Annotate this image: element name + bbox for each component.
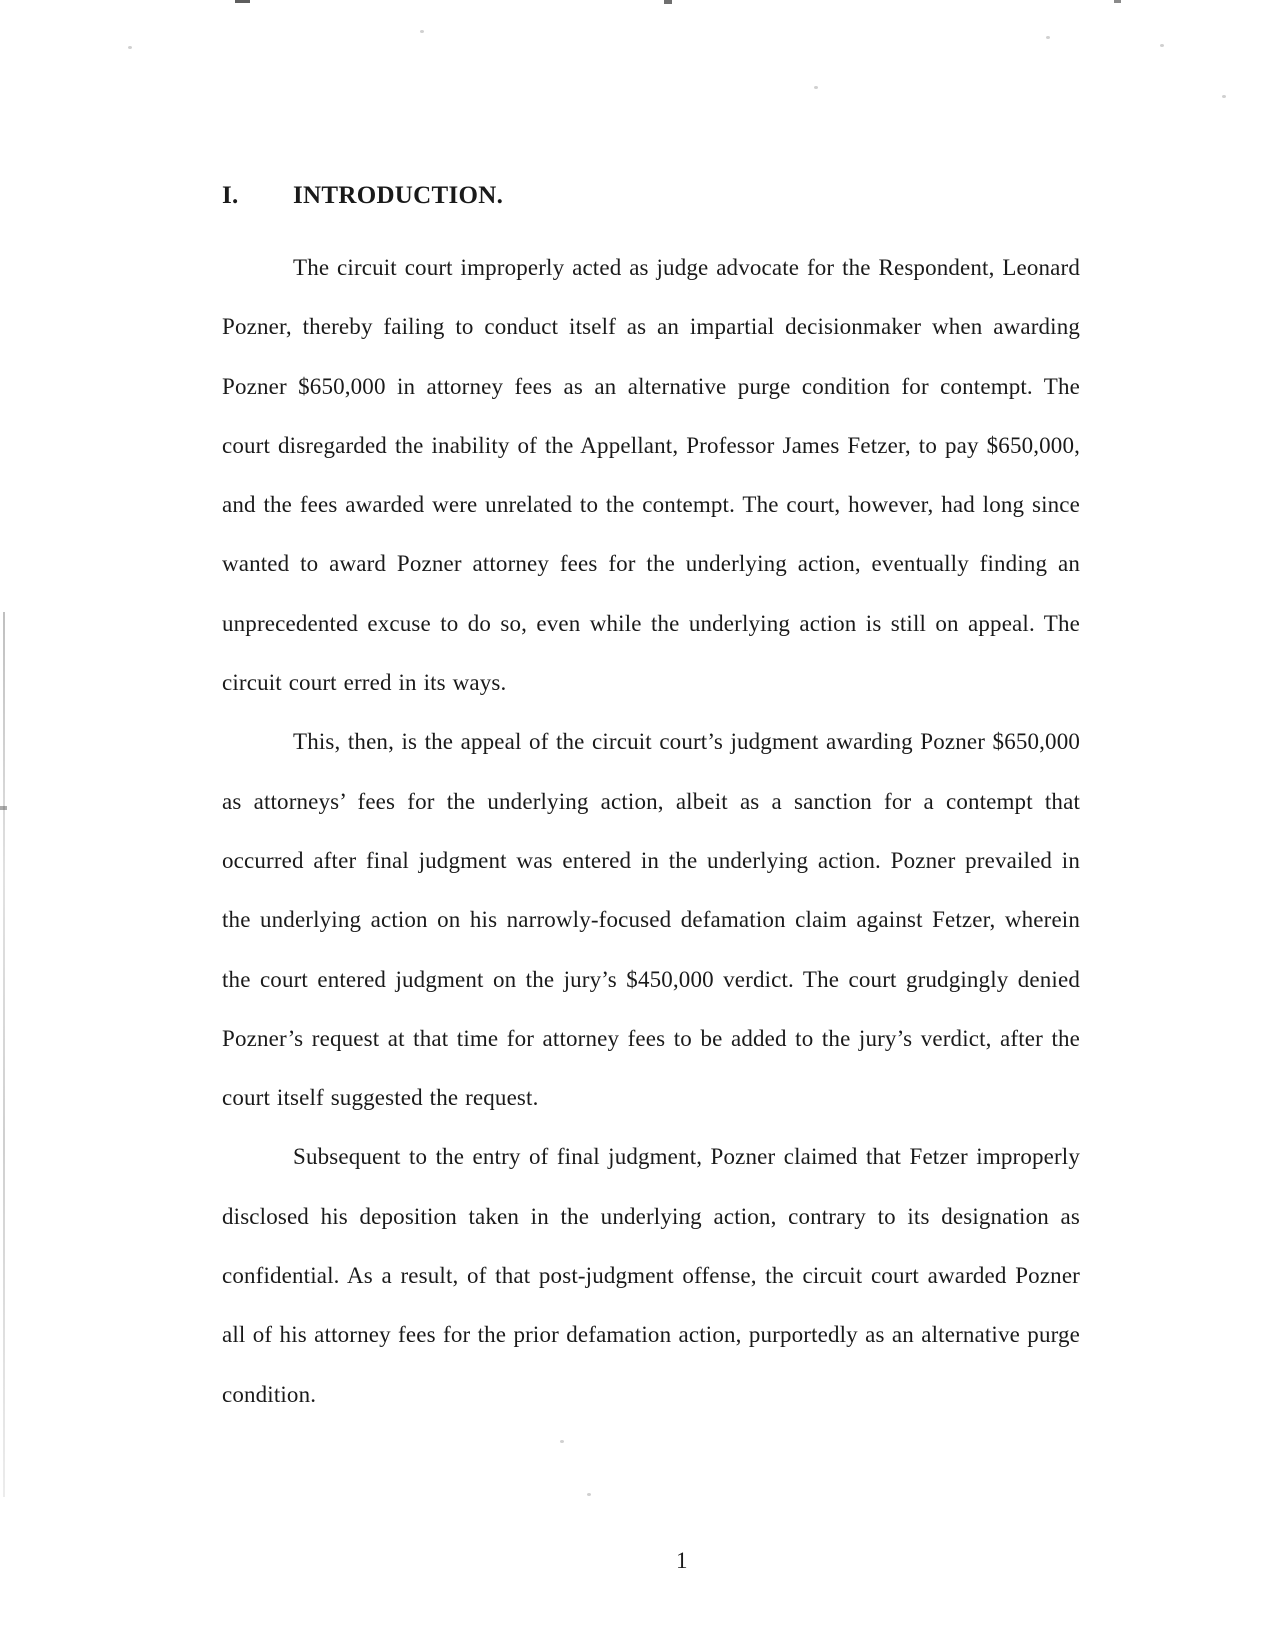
- scan-speck: [560, 1440, 564, 1443]
- section-heading: [222, 178, 1080, 214]
- document-body: [222, 178, 1080, 1424]
- top-edge-scan-dash: [1114, 0, 1121, 3]
- scan-speck: [1160, 44, 1164, 47]
- paragraph-2: This, then, is the appeal of the circuit court’s judgment awarding Pozner $650,000 as attorneys’ fees for the underlying action, albeit as a sanction for a contempt that occurred after final judgment was entered in the underlying action. Pozner prevailed in the underlying action on his narrowly-focused defamation claim against Fetzer, wherein the court entered judgment on the jury’s $450,000 verdict. The court grudgingly denied Pozner’s request at that time for attorney fees to be added to the jury’s verdict, after the court itself suggested the request.: [222, 729, 1080, 1111]
- top-edge-scan-dash: [235, 0, 250, 3]
- scan-speck: [128, 46, 132, 49]
- section-heading-numeral: I.: [222, 182, 239, 209]
- top-edge-scan-dash: [664, 0, 672, 4]
- scan-speck: [1222, 95, 1226, 98]
- paragraph-3: Subsequent to the entry of final judgment, Pozner claimed that Fetzer improperly disclosed his deposition taken in the underlying action, contrary to its designation as confidential. As a result, of that post-judgment offense, the circuit court awarded Pozner all of his attorney fees for the prior defamation action, purportedly as an alternative purge condition.: [222, 1144, 1080, 1407]
- scan-speck: [587, 1493, 591, 1496]
- scan-speck: [814, 86, 818, 89]
- left-edge-scan-tick: [0, 806, 7, 810]
- scan-speck: [1046, 36, 1050, 39]
- page-number: 1: [676, 1548, 688, 1573]
- section-heading-title: INTRODUCTION.: [293, 182, 504, 209]
- scan-speck: [420, 30, 424, 33]
- left-edge-scan-line: [3, 612, 5, 1497]
- paragraph-1: The circuit court improperly acted as judge advocate for the Respondent, Leonard Pozner, thereby failing to conduct itself as an impartial decisionmaker when awarding Pozner $650,000 in attorney fees as an alternative purge condition for contempt. The court disregarded the inability of the Appellant, Professor James Fetzer, to pay $650,000, and the fees awarded were unrelated to the contempt. The court, however, had long since wanted to award Pozner attorney fees for the underlying action, eventually finding an unprecedented excuse to do so, even while the underlying action is still on appeal. The circuit court erred in its ways.: [222, 255, 1080, 696]
